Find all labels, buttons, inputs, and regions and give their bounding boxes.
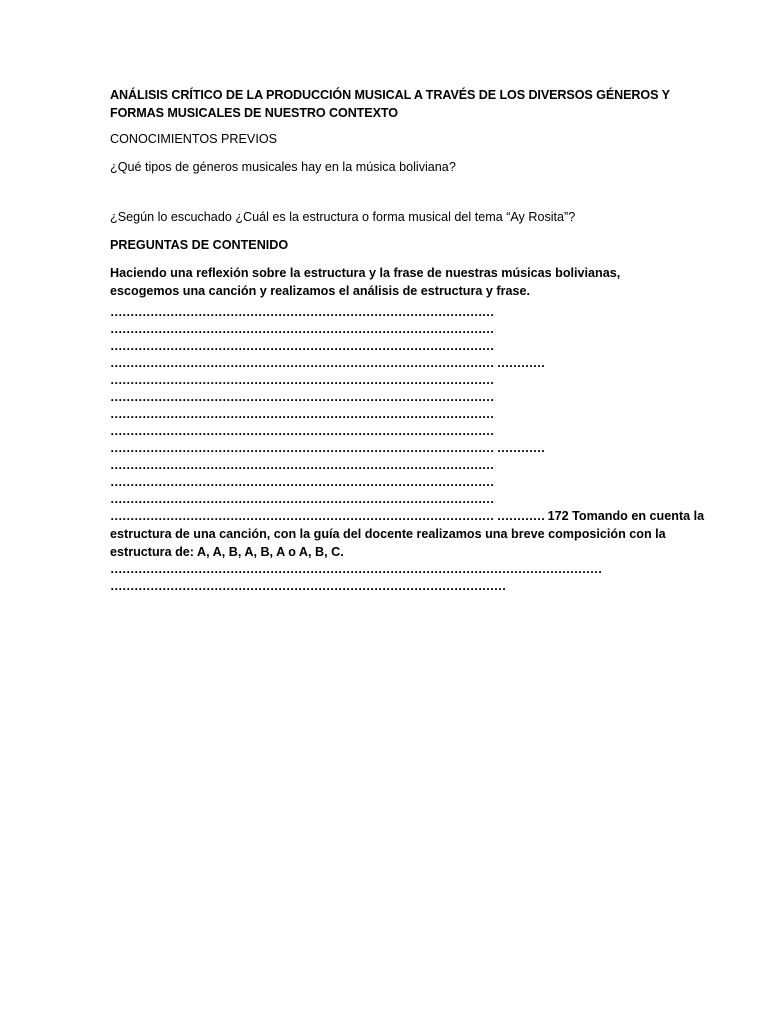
section-heading-preguntas-de-contenido: PREGUNTAS DE CONTENIDO [110,238,289,252]
answer-line-4 [110,355,670,372]
answer-line-9-dots-short: ………… [496,441,545,455]
answer-line-12: …………………………………………………………………………………… [110,492,494,506]
document-title: ANÁLISIS CRÍTICO DE LA PRODUCCIÓN MUSICAL A TRAVÉS DE LOS DIVERSOS GÉNEROS Y FORMAS MUSICALES DE NUESTRO CONTEXTO [110,88,670,120]
answer-line-7: …………………………………………………………………………………… [110,407,494,421]
answer-line-6: …………………………………………………………………………………… [110,390,494,404]
composition-line-2: ……………………………………………………………………………………… [110,579,506,593]
answer-line-2: …………………………………………………………………………………… [110,322,494,336]
answer-line-9-dots: …………………………………………………………………………………… [110,441,494,455]
section-heading-conocimientos-previos: CONOCIMIENTOS PREVIOS [110,132,278,146]
question-2: ¿Según lo escuchado ¿Cuál es la estructura o forma musical del tema “Ay Rosita”? [110,210,576,224]
answer-line-13 [110,508,705,525]
continuation-first: 172 Tomando en cuenta la [547,509,705,523]
answer-space [110,186,670,208]
answer-line-4-dots: …………………………………………………………………………………… [110,356,494,370]
answer-line-10: …………………………………………………………………………………… [110,458,494,472]
answer-line-9 [110,440,670,457]
answer-line-5: …………………………………………………………………………………… [110,373,494,387]
composition-line-1: …………………………………………………………………………………………………………… [110,562,602,576]
question-1: ¿Qué tipos de géneros musicales hay en la música boliviana? [110,160,456,174]
answer-line-11: …………………………………………………………………………………… [110,475,494,489]
answer-line-8: …………………………………………………………………………………… [110,424,494,438]
document-page [110,86,705,595]
answer-line-4-dots-short: ………… [496,356,545,370]
composition-instruction: estructura de una canción, con la guía del docente realizamos una breve composición con la estructura de: A, A, B, A, B, A o A, B, C. [110,527,666,559]
instruction-text: Haciendo una reflexión sobre la estructura y la frase de nuestras músicas bolivianas, escogemos una canción y realizamos el análisis de estructura y frase. [110,266,621,298]
answer-line-3: …………………………………………………………………………………… [110,339,494,353]
answer-line-13-dots: …………………………………………………………………………………… [110,509,494,523]
answer-line-1: …………………………………………………………………………………… [110,305,494,319]
answer-line-13-dots-short: ………… [496,509,545,523]
